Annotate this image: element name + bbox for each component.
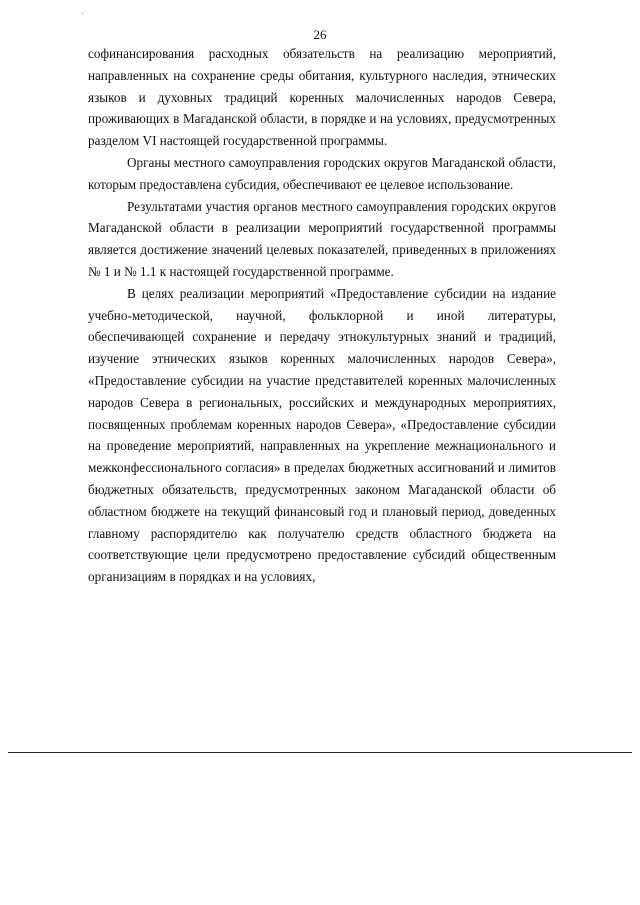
scan-speck xyxy=(82,13,83,14)
footer-divider xyxy=(8,752,632,753)
paragraph-continuation: софинансирования расходных обязательств на реализацию мероприятий, направленных на сохранение среды обитания, культурного наследия, этнических языков и духовных традиций коренных малочисленных народов Севера, проживающих в Магаданской области, в порядке и на условиях, предусмотренных разделом VI настоящей государственной программы. xyxy=(88,46,556,149)
paragraph-results: Результатами участия органов местного самоуправления городских округов Магаданской области в реализации мероприятий государственной программы является достижение значений целевых показателей, приведенных в приложениях № 1 и № 1.1 к настоящей государственной программе. xyxy=(88,198,556,279)
page-number: 26 xyxy=(313,27,327,42)
paragraph-local-government: Органы местного самоуправления городских округов Магаданской области, которым предоставлена субсидия, обеспечивают ее целевое использование. xyxy=(88,154,556,192)
paragraph-subsidies: В целях реализации мероприятий «Предоставление субсидии на издание учебно-методической, научной, фольклорной и иной литературы, обеспечивающей сохранение и передачу этнокультурных знаний и традиций, изучение этнических языков коренных малочисленных народов Севера», «Предоставление субсидии на участие представителей коренных малочисленных народов Севера в региональных, российских и международных мероприятиях, посвященных проблемам коренных народов Севера», «Предоставление субсидии на проведение мероприятий, направленных на укрепление межнационального и межконфессионального согласия» в пределах бюджетных ассигнований и лимитов бюджетных обязательств, предусмотренных законом Магаданской области об областном бюджете на текущий финансовый год и плановый период, доведенных главному распорядителю как получателю средств областного бюджета на соответствующие цели предусмотрено предоставление субсидий общественным организациям в порядках и на условиях, xyxy=(88,285,556,585)
body-text xyxy=(88,43,556,588)
